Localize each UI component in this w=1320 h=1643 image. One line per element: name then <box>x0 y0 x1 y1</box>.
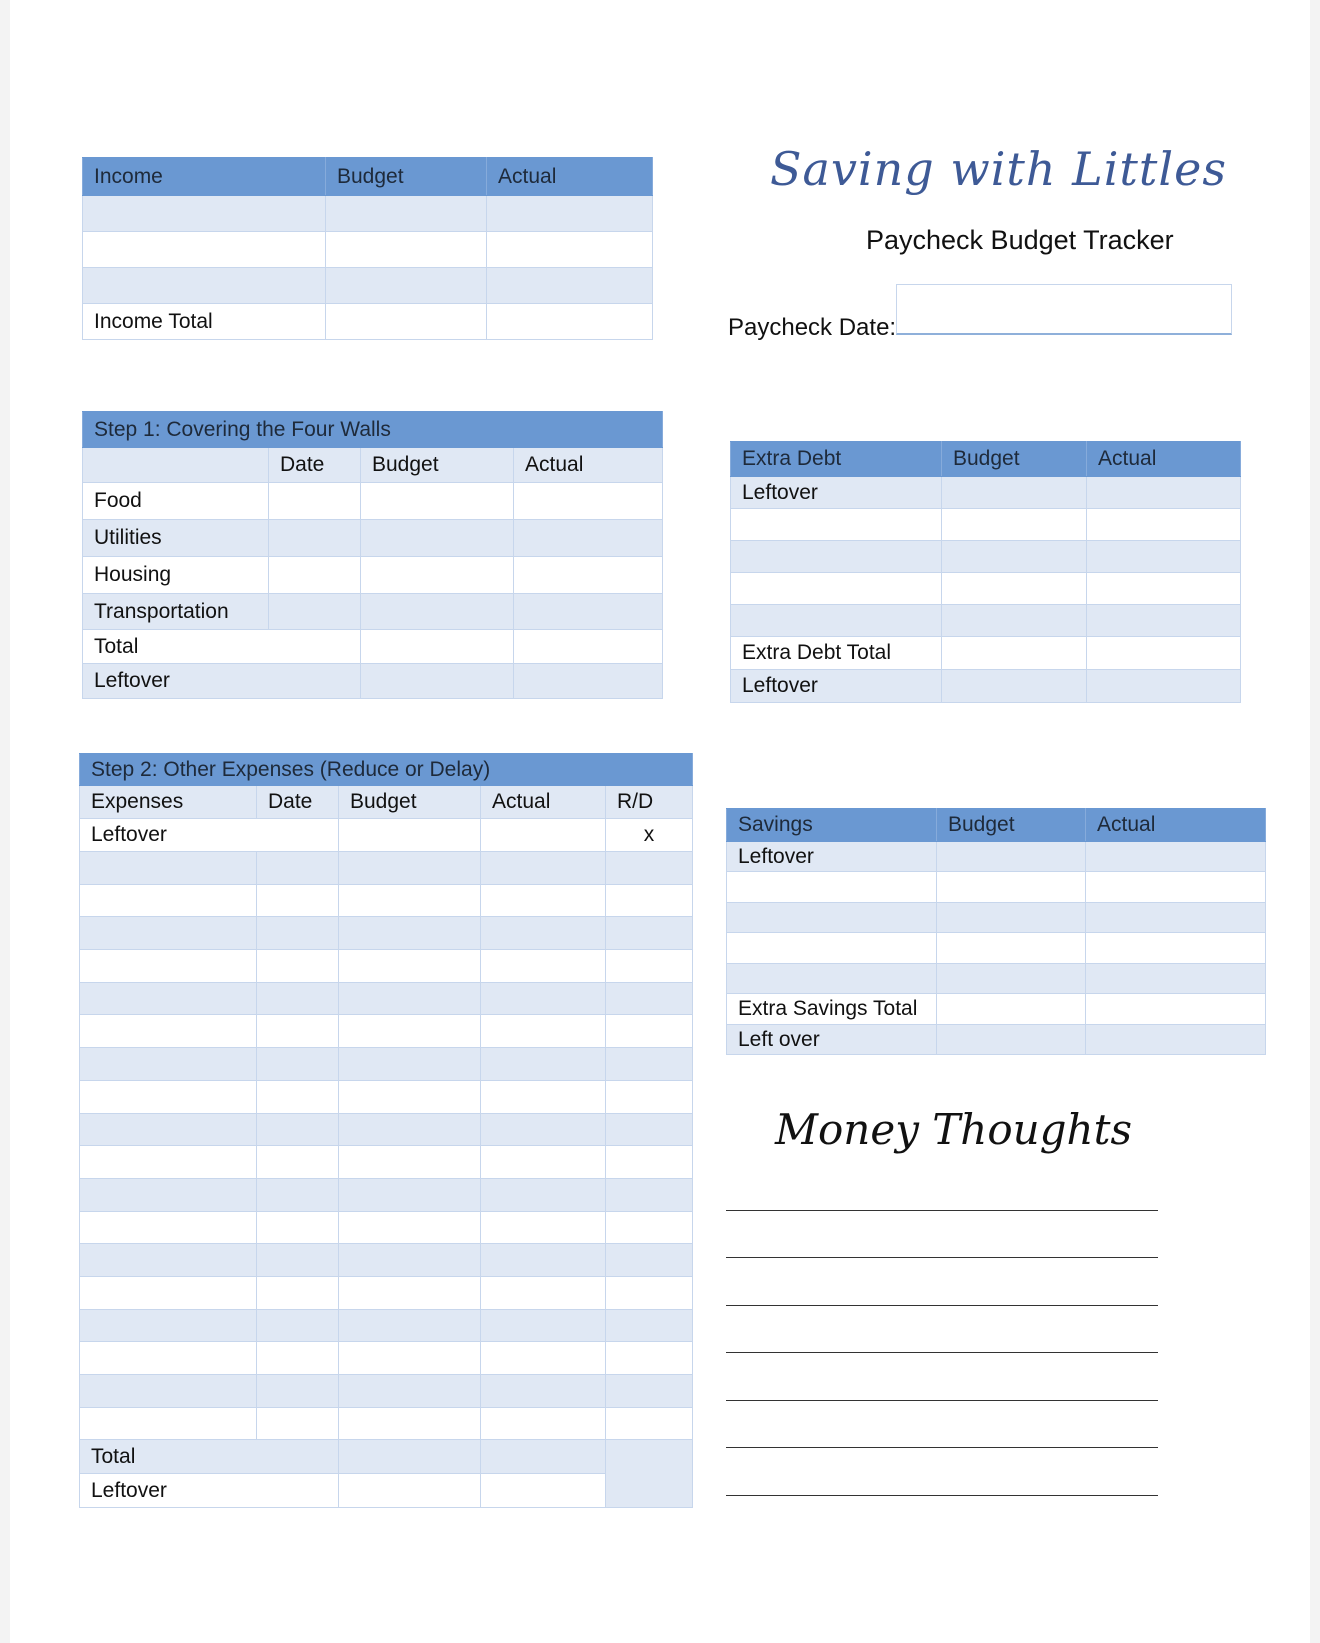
step2-cell[interactable] <box>481 950 606 983</box>
step2-cell[interactable] <box>339 1309 481 1342</box>
step1-leftover-label: Leftover <box>83 664 361 699</box>
step2-cell[interactable] <box>606 1276 693 1309</box>
step2-cell[interactable] <box>339 1015 481 1048</box>
step2-cell[interactable] <box>481 819 606 852</box>
extra-debt-cell[interactable] <box>1087 637 1241 670</box>
step2-cell[interactable] <box>481 1440 606 1474</box>
step2-first-row-rd: x <box>606 819 693 852</box>
step2-cell[interactable] <box>481 1178 606 1211</box>
step2-cell[interactable] <box>80 1080 257 1113</box>
step2-cell[interactable] <box>257 852 339 885</box>
step2-cell[interactable] <box>257 1276 339 1309</box>
step1-cell[interactable] <box>514 557 663 594</box>
step2-cell[interactable] <box>606 852 693 885</box>
step2-cell[interactable] <box>481 1244 606 1277</box>
budget-worksheet-page <box>10 0 1310 1643</box>
extra-debt-cell[interactable] <box>731 605 942 637</box>
step2-cell[interactable] <box>80 982 257 1015</box>
step2-cell[interactable] <box>339 884 481 917</box>
step2-cell[interactable] <box>257 1407 339 1440</box>
step1-cell[interactable] <box>361 594 514 630</box>
step2-cell[interactable] <box>339 950 481 983</box>
step2-cell[interactable] <box>257 917 339 950</box>
step2-cell[interactable] <box>339 1113 481 1146</box>
step2-cell[interactable] <box>257 1375 339 1408</box>
step2-cell[interactable] <box>481 1474 606 1508</box>
step2-cell[interactable] <box>80 917 257 950</box>
step2-cell[interactable] <box>606 950 693 983</box>
step2-cell[interactable] <box>606 884 693 917</box>
step2-cell[interactable] <box>339 1342 481 1375</box>
step1-cell[interactable] <box>269 483 361 520</box>
savings-total-label: Extra Savings Total <box>727 994 937 1025</box>
savings-table <box>726 808 1266 1055</box>
extra-debt-cell[interactable] <box>942 605 1087 637</box>
income-cell[interactable] <box>326 232 487 268</box>
step2-cell[interactable] <box>339 1474 481 1508</box>
step2-cell[interactable] <box>257 1146 339 1179</box>
step2-cell[interactable] <box>257 1244 339 1277</box>
extra-debt-cell[interactable] <box>1087 541 1241 573</box>
step2-cell[interactable] <box>606 1080 693 1113</box>
step1-cell[interactable] <box>361 630 514 664</box>
savings-cell[interactable] <box>937 903 1086 933</box>
step2-cell[interactable] <box>80 1407 257 1440</box>
step2-cell[interactable] <box>481 982 606 1015</box>
step2-cell[interactable] <box>606 1178 693 1211</box>
step1-date-header: Date <box>269 448 361 483</box>
step2-cell[interactable] <box>606 1015 693 1048</box>
step2-cell[interactable] <box>606 1048 693 1081</box>
income-cell[interactable] <box>326 196 487 232</box>
step1-cell[interactable] <box>269 520 361 557</box>
savings-cell[interactable] <box>1086 933 1266 964</box>
step2-cell[interactable] <box>257 982 339 1015</box>
brand-subtitle: Paycheck Budget Tracker <box>866 225 1174 255</box>
savings-cell[interactable] <box>1086 842 1266 872</box>
step1-total-label: Total <box>83 630 361 664</box>
step2-cell[interactable] <box>257 1342 339 1375</box>
income-actual-header: Actual <box>487 158 653 196</box>
step2-cell[interactable] <box>339 1146 481 1179</box>
step1-row-label: Transportation <box>83 594 269 630</box>
step2-cell[interactable] <box>606 1146 693 1179</box>
step2-cell[interactable] <box>606 1375 693 1408</box>
savings-header: Savings <box>727 809 937 842</box>
step2-cell[interactable] <box>606 1113 693 1146</box>
step2-cell[interactable] <box>257 1113 339 1146</box>
step2-cell[interactable] <box>80 1113 257 1146</box>
step2-cell[interactable] <box>257 884 339 917</box>
step2-cell[interactable] <box>481 1211 606 1244</box>
step2-cell[interactable] <box>80 1276 257 1309</box>
step2-total-label: Total <box>80 1440 339 1474</box>
step1-table <box>82 411 663 699</box>
step2-cell[interactable] <box>257 950 339 983</box>
step2-cell[interactable] <box>339 1048 481 1081</box>
extra-debt-cell[interactable] <box>942 541 1087 573</box>
step2-cell[interactable] <box>339 1080 481 1113</box>
step1-cell[interactable] <box>361 483 514 520</box>
step2-cell[interactable] <box>481 1048 606 1081</box>
note-line[interactable] <box>726 1400 1158 1401</box>
step1-row-label: Food <box>83 483 269 520</box>
step2-cell[interactable] <box>481 1015 606 1048</box>
note-line[interactable] <box>726 1257 1158 1258</box>
savings-cell[interactable] <box>1086 903 1266 933</box>
step2-cell[interactable] <box>339 917 481 950</box>
savings-budget-header: Budget <box>937 809 1086 842</box>
step2-cell[interactable] <box>339 1211 481 1244</box>
extra-debt-cell[interactable] <box>1087 477 1241 509</box>
step2-cell[interactable] <box>80 1211 257 1244</box>
extra-debt-budget-header: Budget <box>942 442 1087 477</box>
extra-debt-cell[interactable] <box>942 637 1087 670</box>
step2-cell[interactable] <box>80 1178 257 1211</box>
income-cell[interactable] <box>83 232 326 268</box>
extra-debt-header: Extra Debt <box>731 442 942 477</box>
income-cell[interactable] <box>326 268 487 304</box>
step1-cell[interactable] <box>514 630 663 664</box>
money-thoughts-title: Money Thoughts <box>775 1105 1133 1154</box>
extra-debt-cell[interactable] <box>942 477 1087 509</box>
note-line[interactable] <box>726 1305 1158 1306</box>
step1-cell[interactable] <box>514 664 663 699</box>
note-line[interactable] <box>726 1447 1158 1448</box>
step2-cell[interactable] <box>481 1080 606 1113</box>
step2-date-header: Date <box>257 786 339 819</box>
step1-cell[interactable] <box>361 520 514 557</box>
step2-cell[interactable] <box>257 1211 339 1244</box>
savings-cell[interactable] <box>937 872 1086 903</box>
step2-cell[interactable] <box>80 1309 257 1342</box>
income-table <box>82 157 653 340</box>
step2-cell[interactable] <box>257 1178 339 1211</box>
step2-cell[interactable] <box>80 1375 257 1408</box>
savings-cell[interactable] <box>937 964 1086 994</box>
paycheck-date-label: Paycheck Date: <box>728 314 897 341</box>
step2-table <box>79 753 693 1508</box>
step2-actual-header: Actual <box>481 786 606 819</box>
savings-first-row: Leftover <box>727 842 937 872</box>
step2-leftover-label: Leftover <box>80 1474 339 1508</box>
income-total-actual[interactable] <box>487 304 653 340</box>
step2-cell[interactable] <box>80 950 257 983</box>
step2-cell[interactable] <box>339 819 481 852</box>
income-cell[interactable] <box>487 196 653 232</box>
step2-cell[interactable] <box>481 1113 606 1146</box>
step1-budget-header: Budget <box>361 448 514 483</box>
savings-cell[interactable] <box>1086 964 1266 994</box>
extra-debt-cell[interactable] <box>731 509 942 541</box>
step2-cell[interactable] <box>606 1244 693 1277</box>
step1-cell[interactable] <box>269 594 361 630</box>
step2-cell[interactable] <box>606 1211 693 1244</box>
savings-cell[interactable] <box>1086 994 1266 1025</box>
step2-cell[interactable] <box>339 852 481 885</box>
savings-cell[interactable] <box>937 842 1086 872</box>
extra-debt-first-row: Leftover <box>731 477 942 509</box>
step2-cell[interactable] <box>481 884 606 917</box>
step2-cell[interactable] <box>481 1342 606 1375</box>
step2-cell[interactable] <box>80 1146 257 1179</box>
savings-leftover-label: Left over <box>727 1025 937 1055</box>
step1-title: Step 1: Covering the Four Walls <box>83 412 663 448</box>
income-total-budget[interactable] <box>326 304 487 340</box>
extra-debt-cell[interactable] <box>731 541 942 573</box>
step2-cell[interactable] <box>339 1276 481 1309</box>
brand-title: Saving with Littles <box>770 142 1227 196</box>
savings-cell[interactable] <box>727 903 937 933</box>
step1-cell[interactable] <box>514 520 663 557</box>
income-cell[interactable] <box>83 196 326 232</box>
step1-row-label: Housing <box>83 557 269 594</box>
paycheck-date-field[interactable] <box>896 284 1232 335</box>
extra-debt-actual-header: Actual <box>1087 442 1241 477</box>
step2-cell[interactable] <box>481 1276 606 1309</box>
extra-debt-cell[interactable] <box>942 509 1087 541</box>
step2-cell[interactable] <box>481 1407 606 1440</box>
step2-cell[interactable] <box>481 1309 606 1342</box>
step2-cell[interactable] <box>80 1244 257 1277</box>
step2-cell[interactable] <box>80 1048 257 1081</box>
step2-cell[interactable] <box>606 982 693 1015</box>
extra-debt-cell[interactable] <box>1087 670 1241 703</box>
step2-cell[interactable] <box>606 917 693 950</box>
step1-cell[interactable] <box>361 557 514 594</box>
savings-cell[interactable] <box>727 964 937 994</box>
step2-cell[interactable] <box>339 1178 481 1211</box>
extra-debt-cell[interactable] <box>1087 509 1241 541</box>
step2-cell[interactable] <box>80 1015 257 1048</box>
extra-debt-cell[interactable] <box>1087 605 1241 637</box>
step2-cell[interactable] <box>257 1080 339 1113</box>
income-total-label: Income Total <box>83 304 326 340</box>
step2-cell[interactable] <box>481 852 606 885</box>
income-cell[interactable] <box>83 268 326 304</box>
savings-cell[interactable] <box>937 1025 1086 1055</box>
step2-cell[interactable] <box>339 1375 481 1408</box>
income-header: Income <box>83 158 326 196</box>
step1-cell[interactable] <box>361 664 514 699</box>
extra-debt-table <box>730 441 1241 703</box>
step1-header-blank <box>83 448 269 483</box>
savings-cell[interactable] <box>1086 872 1266 903</box>
extra-debt-total-label: Extra Debt Total <box>731 637 942 670</box>
savings-cell[interactable] <box>1086 1025 1266 1055</box>
extra-debt-cell[interactable] <box>942 670 1087 703</box>
step2-rd-header: R/D <box>606 786 693 819</box>
step2-cell[interactable] <box>339 1244 481 1277</box>
income-cell[interactable] <box>487 268 653 304</box>
step1-cell[interactable] <box>269 557 361 594</box>
savings-cell[interactable] <box>937 994 1086 1025</box>
step1-cell[interactable] <box>514 594 663 630</box>
note-line[interactable] <box>726 1210 1158 1211</box>
step2-budget-header: Budget <box>339 786 481 819</box>
note-line[interactable] <box>726 1352 1158 1353</box>
step2-cell[interactable] <box>606 1342 693 1375</box>
savings-cell[interactable] <box>937 933 1086 964</box>
step2-cell[interactable] <box>80 884 257 917</box>
savings-actual-header: Actual <box>1086 809 1266 842</box>
step2-cell[interactable] <box>257 1309 339 1342</box>
step2-cell[interactable] <box>481 1375 606 1408</box>
step2-cell[interactable] <box>80 1342 257 1375</box>
savings-cell[interactable] <box>727 872 937 903</box>
extra-debt-cell[interactable] <box>1087 573 1241 605</box>
step2-cell[interactable] <box>80 852 257 885</box>
step1-actual-header: Actual <box>514 448 663 483</box>
extra-debt-cell[interactable] <box>942 573 1087 605</box>
note-line[interactable] <box>726 1495 1158 1496</box>
extra-debt-cell[interactable] <box>731 573 942 605</box>
step2-cell[interactable] <box>606 1309 693 1342</box>
step2-cell[interactable] <box>339 1440 481 1474</box>
step2-expenses-header: Expenses <box>80 786 257 819</box>
step2-cell[interactable] <box>339 982 481 1015</box>
income-budget-header: Budget <box>326 158 487 196</box>
step2-cell[interactable] <box>481 917 606 950</box>
step2-cell[interactable] <box>481 1146 606 1179</box>
step1-cell[interactable] <box>514 483 663 520</box>
income-cell[interactable] <box>487 232 653 268</box>
step2-rd-blank <box>606 1440 693 1508</box>
step2-cell[interactable] <box>606 1407 693 1440</box>
step2-title: Step 2: Other Expenses (Reduce or Delay) <box>80 754 693 786</box>
step2-cell[interactable] <box>257 1048 339 1081</box>
step2-cell[interactable] <box>257 1015 339 1048</box>
extra-debt-leftover-label: Leftover <box>731 670 942 703</box>
step2-first-row-label: Leftover <box>80 819 339 852</box>
step1-row-label: Utilities <box>83 520 269 557</box>
step2-cell[interactable] <box>339 1407 481 1440</box>
savings-cell[interactable] <box>727 933 937 964</box>
